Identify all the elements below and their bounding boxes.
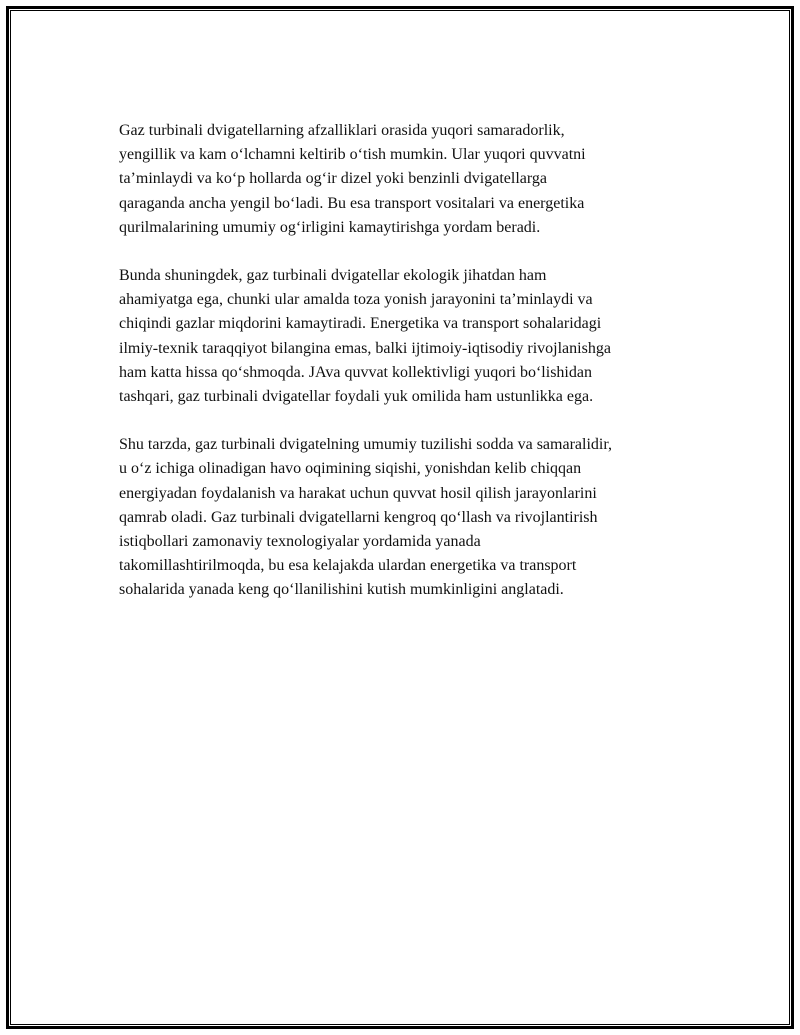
page-border-frame bbox=[6, 6, 794, 1029]
document-body bbox=[119, 119, 719, 627]
paragraph-2: Bunda shuningdek, gaz turbinali dvigatellar ekologik jihatdan ham ahamiyatga ega, chunki ular amalda toza yonish jarayonini ta’minlaydi va chiqindi gazlar miqdorini kamaytiradi. Energetika va transport sohalaridagi ilmiy-texnik taraqqiyot bilangina emas, balki ijtimoiy-iqtisodiy rivojlanishga ham katta hissa qo‘shmoqda. JAva quvvat kollektivligi yuqori bo‘lishidan tashqari, gaz turbinali dvigatellar foydali yuk omilida ham ustunlikka ega. bbox=[119, 267, 611, 406]
paragraph-3: Shu tarzda, gaz turbinali dvigatelning umumiy tuzilishi sodda va samaralidir, u o‘z ichiga olinadigan havo oqimining siqishi, yonishdan kelib chiqqan energiyadan foydalanish va harakat uchun quvvat hosil qilish jarayonlarini qamrab oladi. Gaz turbinali dvigatellarni kengroq qo‘llash va rivojlantirish istiqbollari zamonaviy texnologiyalar yordamida yanada takomillashtirilmoqda, bu esa kelajakda ulardan energetika va transport sohalarida yanada keng qo‘llanilishini kutish mumkinligini anglatadi. bbox=[119, 436, 613, 599]
paragraph-1: Gaz turbinali dvigatellarning afzalliklari orasida yuqori samaradorlik, yengillik va kam o‘lchamni keltirib o‘tish mumkin. Ular yuqori quvvatni ta’minlaydi va ko‘p hollarda og‘ir dizel yoki benzinli dvigatellarga qaraganda ancha yengil bo‘ladi. Bu esa transport vositalari va energetika qurilmalarining umumiy og‘irligini kamaytirishga yordam beradi. bbox=[119, 122, 586, 236]
